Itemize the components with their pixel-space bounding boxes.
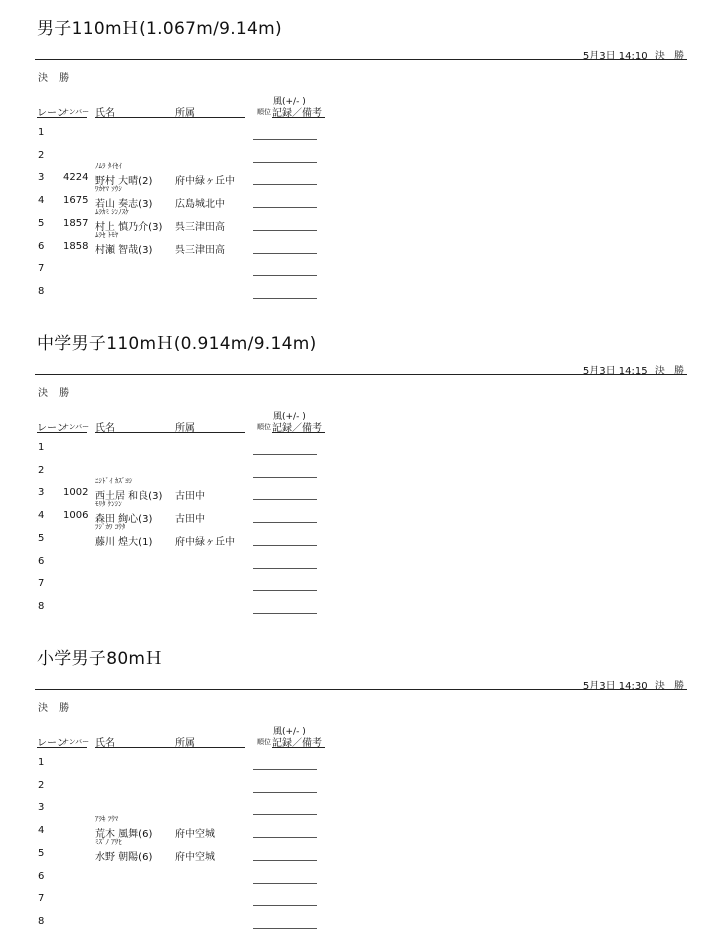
record-blank	[253, 454, 317, 455]
athlete-kana: ﾐｽﾞﾉ ｱｻﾋ	[95, 837, 122, 846]
lane-number: 2	[38, 464, 45, 476]
athlete-affiliation: 広島城北中	[175, 199, 225, 211]
table-row	[0, 230, 722, 263]
header-underline	[272, 117, 325, 118]
lane-number: 1	[38, 127, 45, 138]
lane-number: 1	[38, 442, 45, 453]
affiliation-header: 所属	[175, 738, 195, 749]
name-header: 氏名	[95, 108, 115, 119]
table-row	[0, 601, 722, 623]
record-blank	[253, 814, 317, 815]
lane-number: 4	[38, 510, 45, 522]
athlete-name: 村瀬 智哉(3)	[95, 244, 153, 256]
record-blank	[253, 928, 317, 929]
lane-number: 2	[38, 149, 45, 161]
bib-number: 4224	[63, 172, 89, 184]
event-type: 決 勝	[654, 681, 687, 692]
event-section	[0, 630, 722, 945]
athlete-kana: ｱﾗｷ ﾌｳﾏ	[95, 815, 119, 824]
header-underline	[95, 747, 245, 748]
event-type: 決 勝	[654, 51, 687, 62]
event-time-value: 5月3日 14:10	[582, 51, 648, 62]
lane-header: レーン	[37, 108, 67, 119]
header-underline	[272, 747, 325, 748]
number-header: ナンバー	[62, 108, 90, 116]
round-label: 決 勝	[38, 703, 74, 714]
table-row	[0, 442, 722, 464]
record-blank	[253, 477, 317, 478]
athlete-name: 野村 大晴(2)	[95, 176, 153, 188]
header-underline	[37, 117, 87, 118]
rank-header: 順位	[257, 738, 271, 746]
athlete-kana: ﾑﾗｶﾐ ｼﾝﾉｽｹ	[95, 207, 129, 216]
bib-number: 1006	[63, 510, 89, 522]
lane-number: 6	[38, 870, 45, 882]
table-row	[0, 263, 722, 285]
record-header: 記録／備考	[272, 108, 322, 119]
affiliation-header: 所属	[175, 423, 195, 434]
lane-number: 7	[38, 578, 45, 590]
round-label: 決 勝	[38, 73, 74, 84]
lane-number: 5	[38, 217, 45, 229]
table-row	[0, 893, 722, 915]
athlete-affiliation: 古田中	[175, 491, 205, 503]
lane-header: レーン	[37, 423, 67, 434]
athlete-kana: ﾆｼﾄﾞｲ ｶｽﾞﾖｼ	[95, 477, 133, 486]
table-row	[0, 916, 722, 938]
wind-header: 風(+/- )	[273, 727, 306, 737]
lane-header: レーン	[37, 738, 67, 749]
event-rule	[35, 59, 687, 60]
athlete-affiliation: 古田中	[175, 514, 205, 526]
athlete-affiliation: 呉三津田高	[175, 221, 225, 233]
athlete-kana: ﾉﾑﾗ ﾀｲｾｲ	[95, 162, 122, 171]
record-blank	[253, 905, 317, 906]
record-blank	[253, 522, 317, 523]
record-blank	[253, 883, 317, 884]
header-underline	[37, 747, 87, 748]
record-blank	[253, 298, 317, 299]
lane-number: 7	[38, 263, 45, 275]
event-time-value: 5月3日 14:15	[582, 366, 648, 377]
event-title: 男子110mＨ(1.067m/9.14m)	[37, 19, 282, 39]
event-title: 中学男子110mＨ(0.914m/9.14m)	[37, 334, 317, 354]
athlete-name: 村上 慎乃介(3)	[95, 221, 163, 233]
athlete-name: 荒木 風舞(6)	[95, 829, 153, 841]
athlete-kana: ﾜｶﾔﾏ ｿｳｼ	[95, 185, 122, 194]
lane-number: 1	[38, 757, 45, 768]
record-blank	[253, 568, 317, 569]
wind-header: 風(+/- )	[273, 97, 306, 107]
table-row	[0, 522, 722, 555]
lane-number: 5	[38, 532, 45, 544]
athlete-name: 水野 朝陽(6)	[95, 851, 153, 863]
athlete-name: 若山 奏志(3)	[95, 199, 153, 211]
lane-number: 3	[38, 172, 45, 184]
lane-number: 4	[38, 825, 45, 837]
lane-number: 8	[38, 915, 45, 927]
record-blank	[253, 139, 317, 140]
table-row	[0, 837, 722, 870]
athlete-name: 藤川 煌大(1)	[95, 536, 153, 548]
athlete-affiliation: 府中空城	[175, 829, 215, 841]
lane-number: 8	[38, 600, 45, 612]
event-title: 小学男子80mＨ	[37, 649, 163, 669]
header-underline	[95, 117, 245, 118]
record-header: 記録／備考	[272, 738, 322, 749]
header-underline	[95, 432, 245, 433]
lane-number: 3	[38, 487, 45, 499]
lane-number: 5	[38, 847, 45, 859]
rank-header: 順位	[257, 423, 271, 431]
athlete-kana: ﾓﾘﾀ ｹﾝｼﾝ	[95, 500, 122, 509]
rank-header: 順位	[257, 108, 271, 116]
event-time-value: 5月3日 14:30	[582, 681, 648, 692]
record-blank	[253, 590, 317, 591]
header-underline	[272, 432, 325, 433]
table-row	[0, 286, 722, 308]
lane-number: 3	[38, 802, 45, 814]
number-header: ナンバー	[62, 423, 90, 431]
wind-header: 風(+/- )	[273, 412, 306, 422]
lane-number: 4	[38, 195, 45, 207]
record-blank	[253, 499, 317, 500]
athlete-affiliation: 府中緑ヶ丘中	[175, 176, 235, 188]
table-row	[0, 127, 722, 149]
lane-number: 2	[38, 779, 45, 791]
record-blank	[253, 792, 317, 793]
athlete-affiliation: 呉三津田高	[175, 244, 225, 256]
record-blank	[253, 769, 317, 770]
lane-number: 6	[38, 240, 45, 252]
event-section	[0, 315, 722, 630]
table-row	[0, 757, 722, 779]
bib-number: 1002	[63, 487, 89, 499]
header-underline	[37, 432, 87, 433]
table-row	[0, 780, 722, 802]
event-rule	[35, 689, 687, 690]
bib-number: 1675	[63, 195, 89, 207]
record-blank	[253, 275, 317, 276]
record-blank	[253, 545, 317, 546]
lane-number: 7	[38, 893, 45, 905]
record-blank	[253, 860, 317, 861]
name-header: 氏名	[95, 738, 115, 749]
table-row	[0, 871, 722, 893]
record-header: 記録／備考	[272, 423, 322, 434]
athlete-kana: ﾌｼﾞｶﾜ ｺｳﾀ	[95, 522, 126, 531]
name-header: 氏名	[95, 423, 115, 434]
athlete-name: 森田 絢心(3)	[95, 514, 153, 526]
table-row	[0, 578, 722, 600]
bib-number: 1858	[63, 240, 89, 252]
record-blank	[253, 207, 317, 208]
record-blank	[253, 230, 317, 231]
athlete-name: 西土居 和良(3)	[95, 491, 163, 503]
athlete-affiliation: 府中空城	[175, 851, 215, 863]
bib-number: 1857	[63, 217, 89, 229]
record-blank	[253, 162, 317, 163]
athlete-kana: ﾑﾗｾ ﾄﾓﾔ	[95, 230, 119, 239]
record-blank	[253, 253, 317, 254]
table-row	[0, 556, 722, 578]
athlete-affiliation: 府中緑ヶ丘中	[175, 536, 235, 548]
lane-number: 8	[38, 285, 45, 297]
event-section	[0, 0, 722, 315]
number-header: ナンバー	[62, 738, 90, 746]
event-type: 決 勝	[654, 366, 687, 377]
record-blank	[253, 613, 317, 614]
lane-number: 6	[38, 555, 45, 567]
record-blank	[253, 837, 317, 838]
round-label: 決 勝	[38, 388, 74, 399]
event-rule	[35, 374, 687, 375]
affiliation-header: 所属	[175, 108, 195, 119]
record-blank	[253, 184, 317, 185]
